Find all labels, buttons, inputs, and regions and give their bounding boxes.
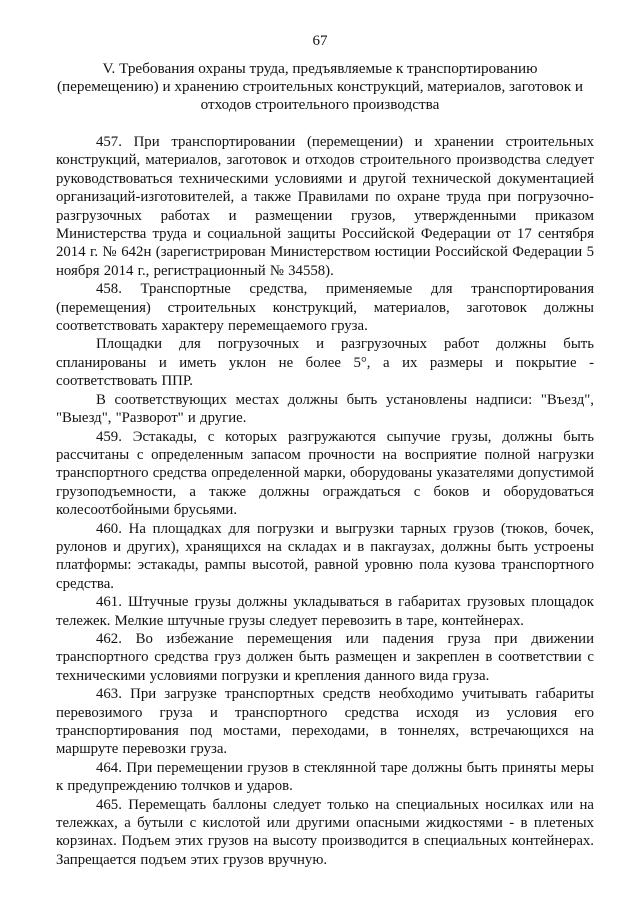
section-title: V. Требования охраны труда, предъявляемые к транспортированию (перемещению) и хранению строительных конструкций, материалов, заготовок и отходов строительного производства [56,60,584,113]
paragraph-461: 461. Штучные грузы должны укладываться в габаритах грузовых площадок тележек. Мелкие штучные грузы следует перевозить в таре, контейнерах. [56,594,594,629]
paragraph-458: 458. Транспортные средства, применяемые для транспортирования (перемещения) строительных конструкций, материалов, заготовок должны соответствовать характеру перемещаемого груза. [56,281,594,335]
paragraph-460: 460. На площадках для погрузки и выгрузки тарных грузов (тюков, бочек, рулонов и других), хранящихся на складах и в пакгаузах, должны быть устроены платформы: эстакады, рампы высотой, равной уровню пола кузова транспортного средства. [56,520,594,592]
page-number: 67 [312,33,328,49]
document-body [56,133,594,869]
paragraph-457: 457. При транспортировании (перемещении) и хранении строительных конструкций, материалов, заготовок и отходов строительного производства следует руководствоваться техническими условиями и другой технической документацией организаций-изготовителей, а также Правилами по охране труда при погрузочно-разгрузочных работах и размещении грузов, утвержденными приказом Министерства труда и социальной защиты Российской Федерации от 17 сентября 2014 г. № 642н (зарегистрирован Министерством юстиции Российской Федерации 5 ноября 2014 г., регистрационный № 34558). [56,134,594,279]
paragraph-465: 465. Перемещать баллоны следует только на специальных носилках или на тележках, а бутыли с кислотой или другими опасными жидкостями - в плетеных корзинах. Подъем этих грузов на высоту производится в специальных контейнерах. Запрещается подъем этих грузов вручную. [56,796,594,868]
paragraph-462: 462. Во избежание перемещения или падения груза при движении транспортного средства груз должен быть размещен и закреплен в соответствии с техническими условиями погрузки и крепления данного вида груза. [56,630,594,684]
paragraph-463: 463. При загрузке транспортных средств необходимо учитывать габариты перевозимого груза и транспортного средства исходя из условия его транспортирования под мостами, переходами, в тоннелях, встречающихся на маршруте перевозки груза. [56,686,594,758]
paragraph-459: 459. Эстакады, с которых разгружаются сыпучие грузы, должны быть рассчитаны с определенным запасом прочности на восприятие полной нагрузки транспортного средства определенной марки, оборудованы указателями допустимой грузоподъемности, а также должны ограждаться с боков и оборудоваться колесоотбойными брусьями. [56,428,594,519]
paragraph-464: 464. При перемещении грузов в стеклянной таре должны быть приняты меры к предупреждению толчков и ударов. [56,759,594,795]
paragraph-458-signs: В соответствующих местах должны быть установлены надписи: "Въезд", "Выезд", "Разворот" и другие. [56,391,594,427]
paragraph-458-platforms: Площадки для погрузочных и разгрузочных работ должны быть спланированы и иметь уклон не более 5°, а их размеры и покрытие - соответствовать ППР. [56,336,594,390]
